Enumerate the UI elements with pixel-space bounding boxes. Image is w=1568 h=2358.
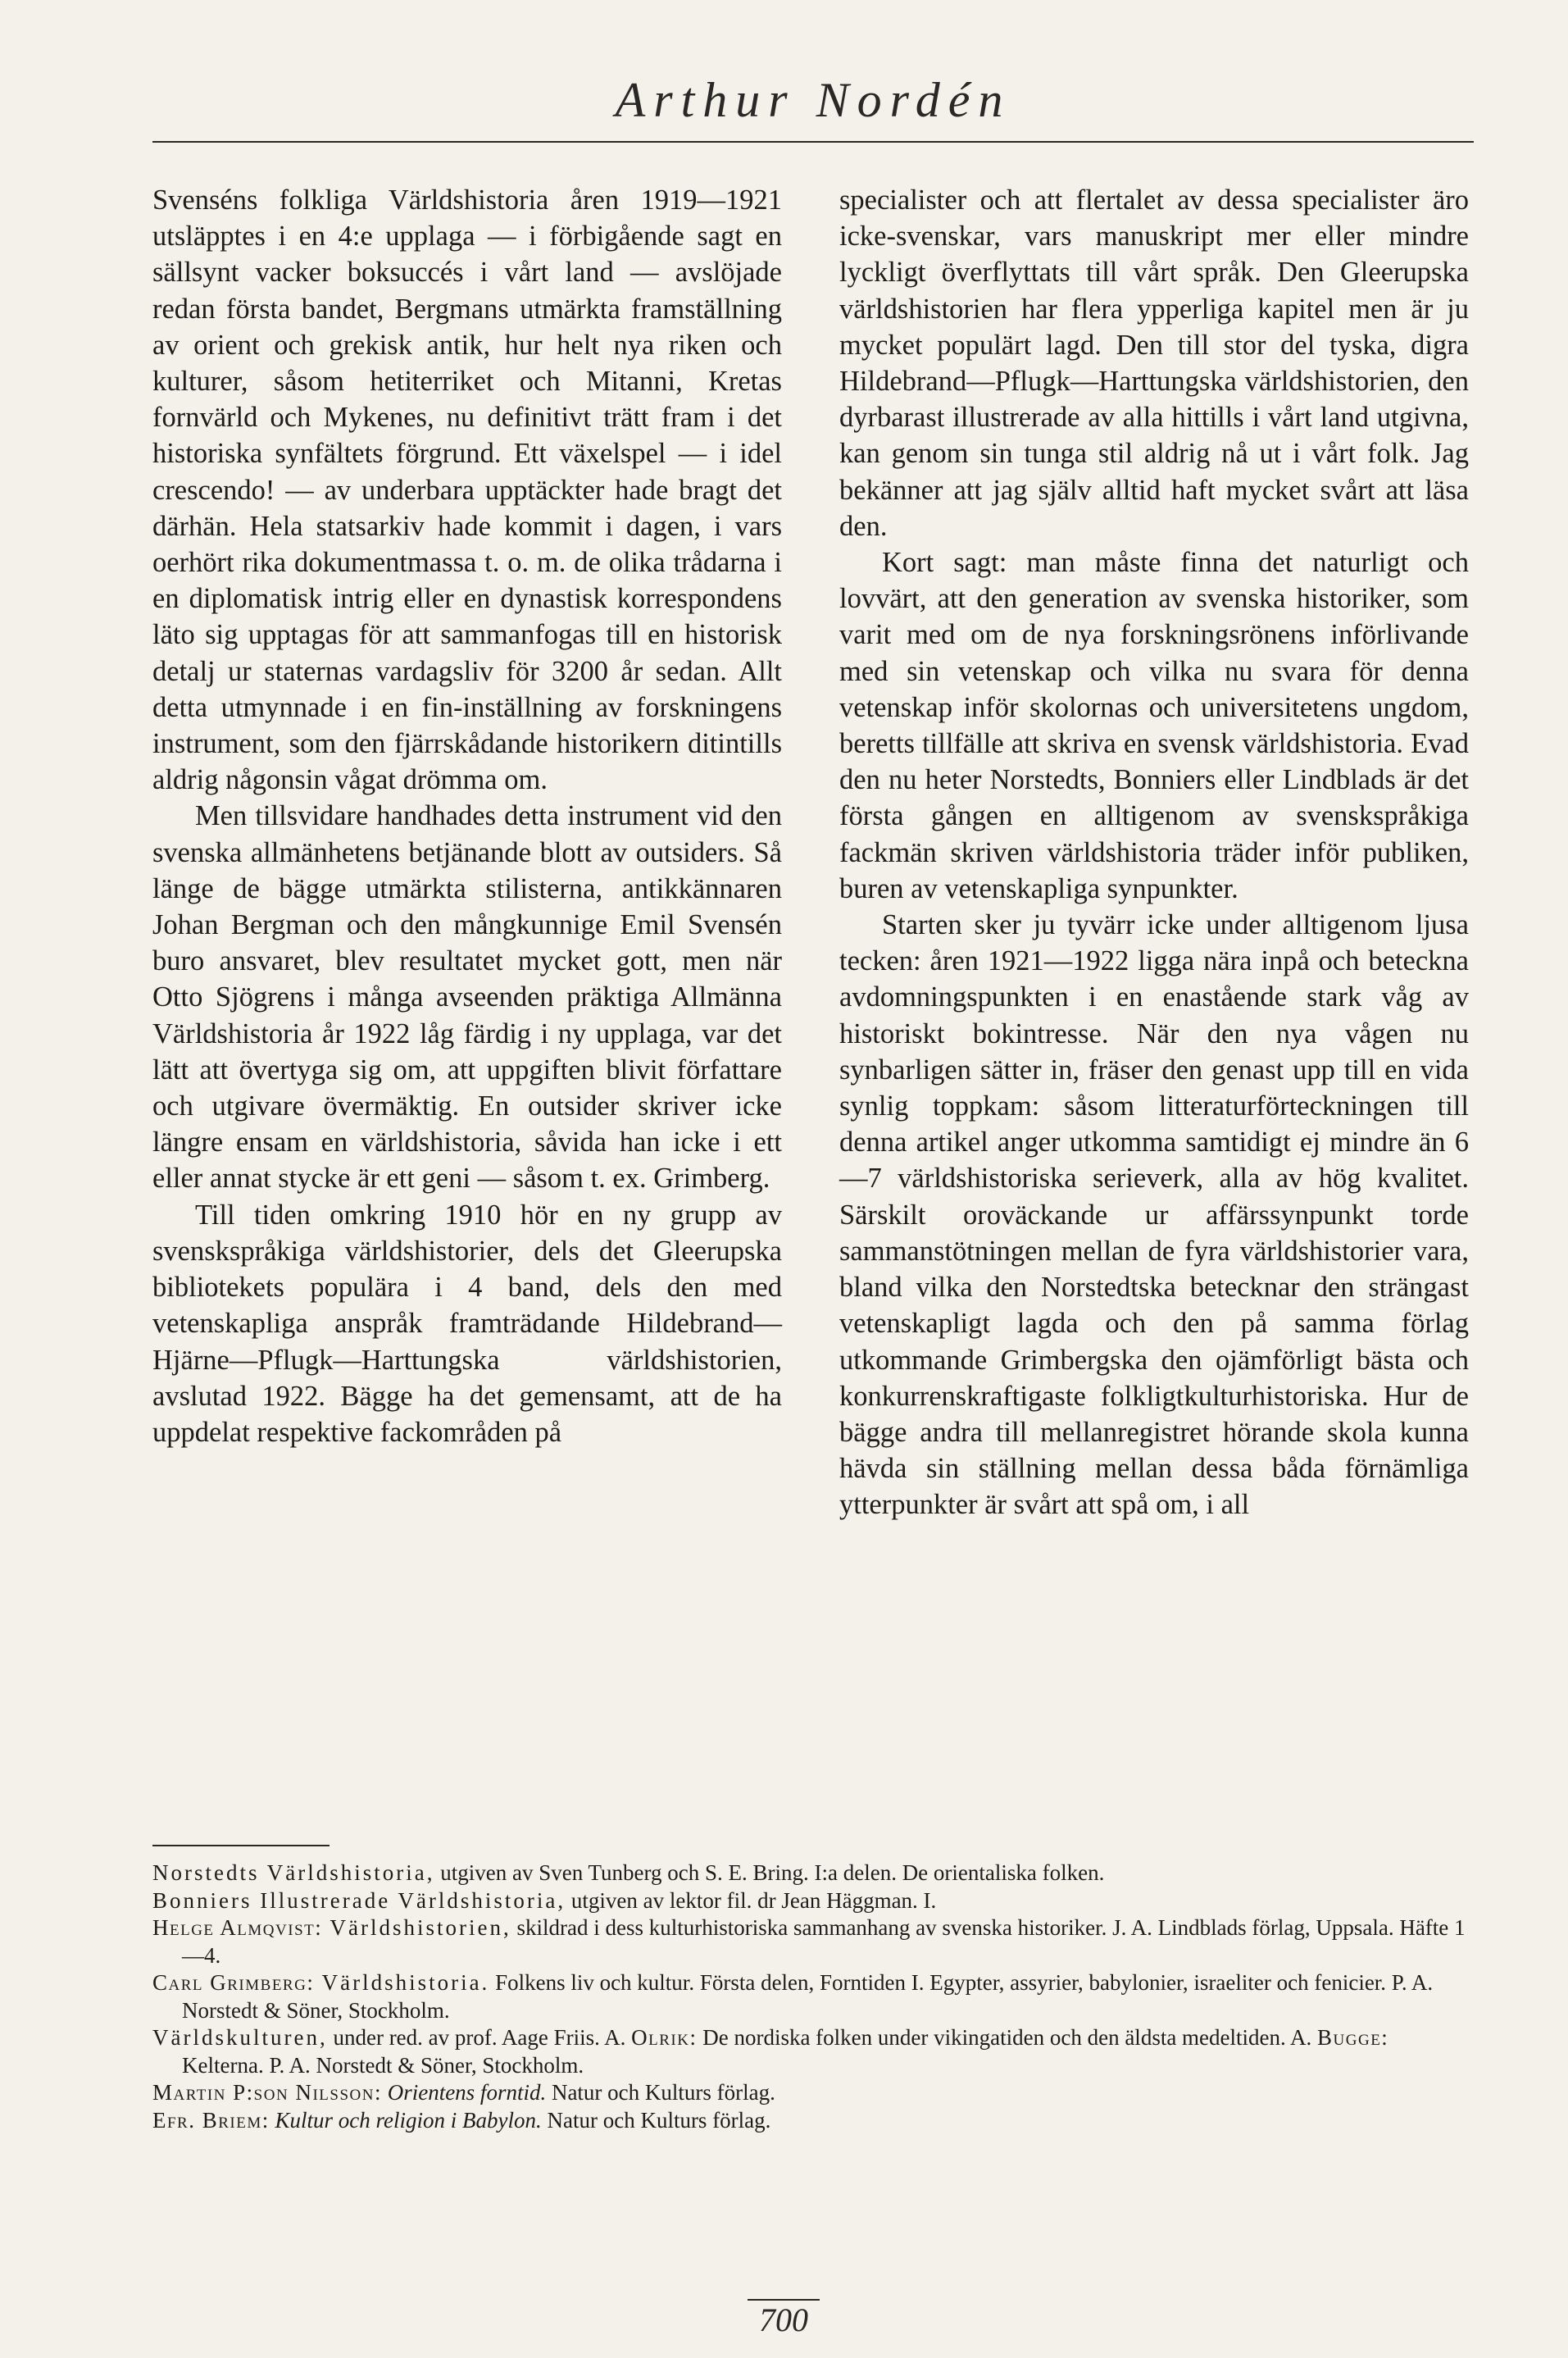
page-number: 700: [759, 2301, 808, 2338]
entry-details: Kelterna. P. A. Norstedt & Söner, Stockholm.: [182, 2052, 584, 2078]
right-column: [839, 182, 1469, 1523]
paragraph: specialister och att flertalet av dessa specialister äro icke-svenskar, vars manuskript mer eller mindre lyckligt överflyttats till vårt språk. Den Gleerupska världshistorien har flera ypperliga kapitel men är ju mycket populärt lagd. Den till stor del tyska, digra Hildebrand—Pflugk—Harttungska världshistorien, den dyrbarast illustrerade av alla hittills i vårt land utgivna, kan genom sin tunga stil aldrig nå ut i vårt folk. Jag bekänner att jag själv alltid haft mycket svårt att läsa den.: [839, 184, 1469, 542]
work-title: Världshistorien,: [322, 1915, 511, 1940]
entry-details: skildrad i dess kulturhistoriska sammanhang av svenska historiker. J. A. Lindblads förlag, Uppsala. Häfte 1—4.: [182, 1915, 1466, 1968]
work-title: Orientens forntid.: [381, 2080, 547, 2105]
entry-details: under red. av prof. Aage Friis. A.: [327, 2025, 632, 2050]
work-title: Bonniers Illustrerade Världshistoria,: [152, 1887, 566, 1913]
entry-details: Natur och Kulturs förlag.: [546, 2080, 775, 2105]
running-head: Arthur Nordén: [615, 73, 1011, 127]
entry-details: utgiven av Sven Tunberg och S. E. Bring. I:a delen. De orientaliska folken.: [434, 1860, 1105, 1885]
work-title: Världskulturen,: [152, 2025, 328, 2050]
author-name: Carl Grimberg:: [152, 1970, 315, 1995]
paragraph: Men tillsvidare handhades detta instrument vid den svenska allmänhetens betjänande blott av outsiders. Så länge de bägge utmärkta stilisterna, antikkännaren Johan Bergman och den mångkunnige Emil Svensén buro ansvaret, blev resultatet mycket gott, men när Otto Sjögrens i många avseenden präktiga Allmänna Världshistoria år 1922 låg färdig i ny upplaga, var det lätt att övertyga sig om, att uppgiften blivit författare och utgivare övermäktig. En outsider skriver icke längre ensam en världshistoria, såvida han icke i ett eller annat stycke är ett geni — såsom t. ex. Grimberg.: [152, 800, 782, 1195]
bibliography-entry: [152, 2079, 1474, 2107]
bibliography-entry: [152, 1969, 1474, 2024]
bibliography-entry: [152, 2107, 1474, 2135]
paragraph: Till tiden omkring 1910 hör en ny grupp av svenskspråkiga världshistorier, dels det Gleerupska bibliotekets populära i 4 band, dels den med vetenskapliga anspråk framträdande Hildebrand—Hjärne—Pflugk—Harttungska världshistorien, avslutad 1922. Bägge ha det gemensamt, att de ha uppdelat respektive fackområden på: [152, 1199, 782, 1448]
author-name: Olrik:: [631, 2025, 698, 2050]
header-rule: [152, 141, 1474, 143]
entry-details: De nordiska folken under vikingatiden och den äldsta medeltiden. A.: [697, 2025, 1318, 2050]
author-name: Bugge:: [1317, 2025, 1389, 2050]
paragraph: Svenséns folkliga Världshistoria åren 1919—1921 utsläpptes i en 4:e upplaga — i förbigående sagt en sällsynt vacker boksuccés i vårt land — avslöjade redan första bandet, Bergmans utmärkta framställning av orient och grekisk antik, hur helt nya riken och kulturer, såsom hetiterriket och Mitanni, Kretas fornvärld och Mykenes, nu definitivt trätt fram i det historiska synfältets förgrund. Ett växelspel — i idel crescendo! — av underbara upptäckter hade bragt det därhän. Hela statsarkiv hade kommit i dagen, i vars oerhört rika dokumentmassa t. o. m. de olika trådarna i en diplomatisk intrig eller en dynastisk korrespondens läto sig upptagas för att sammanfogas till en historisk detalj ur staternas vardagsliv för 3200 år sedan. Allt detta utmynnade i en fin-inställning av forskningens instrument, som den fjärrskådande historikern ditintills aldrig någonsin vågat drömma om.: [152, 184, 782, 796]
paragraph: Starten sker ju tyvärr icke under alltigenom ljusa tecken: åren 1921—1922 ligga nära inpå och beteckna avdomningspunkten i en enastående stark våg av historiskt bokintresse. När den nya vågen nu synbarligen sätter in, fräser den genast upp till en vida synlig toppkam: såsom litteraturförteckningen till denna artikel anger utkomma samtidigt ej mindre än 6—7 världshistoriska serieverk, alla av hög kvalitet. Särskilt oroväckande ur affärssynpunkt torde sammanstötningen mellan de fyra världshistorier vara, bland vilka den Norstedtska betecknar den strängast vetenskapligt lagda och den på samma förlag utkommande Grimbergska den ojämförligt bästa och konkurrenskraftigaste folkligtkulturhistoriska. Hur de bägge andra till mellanregistret hörande skola kunna hävda sin ställning mellan dessa båda förnämliga ytterpunkter är svårt att spå om, i all: [839, 909, 1469, 1521]
paragraph: Kort sagt: man måste finna det naturligt och lovvärt, att den generation av svenska historiker, som varit med om de nya forskningsrönens införlivande med sin vetenskap och vilka nu svara för denna vetenskap inför skolornas och universitetens ungdom, beretts tillfälle att skriva en svensk världshistoria. Evad den nu heter Norstedts, Bonniers eller Lindblads är det första gången en alltigenom av svenskspråkiga fackmän skriven världshistoria träder inför publiken, buren av vetenskapliga synpunkter.: [839, 547, 1469, 904]
author-name: Helge Almqvist:: [152, 1915, 323, 1940]
author-name: Efr. Briem:: [152, 2107, 270, 2133]
work-title: Kultur och religion i Babylon.: [269, 2107, 542, 2133]
entry-details: Folkens liv och kultur. Första delen, Forntiden I. Egypter, assyrier, babylonier, israeliter och fenicier. P. A. Norstedt & Söner, Stockholm.: [182, 1970, 1434, 2023]
author-name: Martin P:son Nilsson:: [152, 2080, 382, 2105]
work-title: Norstedts Världshistoria,: [152, 1860, 435, 1885]
work-title: Världshistoria.: [314, 1970, 490, 1995]
bibliography-entry: [152, 1914, 1474, 1969]
bibliography: [152, 1860, 1474, 2134]
footnote-rule: [152, 1845, 330, 1846]
left-column: [152, 182, 782, 1450]
bibliography-entry: [152, 2024, 1474, 2079]
entry-details: utgiven av lektor fil. dr Jean Häggman. I.: [566, 1887, 937, 1913]
bibliography-entry: [152, 1860, 1474, 1887]
entry-details: Natur och Kulturs förlag.: [541, 2107, 771, 2133]
bibliography-entry: [152, 1887, 1474, 1915]
